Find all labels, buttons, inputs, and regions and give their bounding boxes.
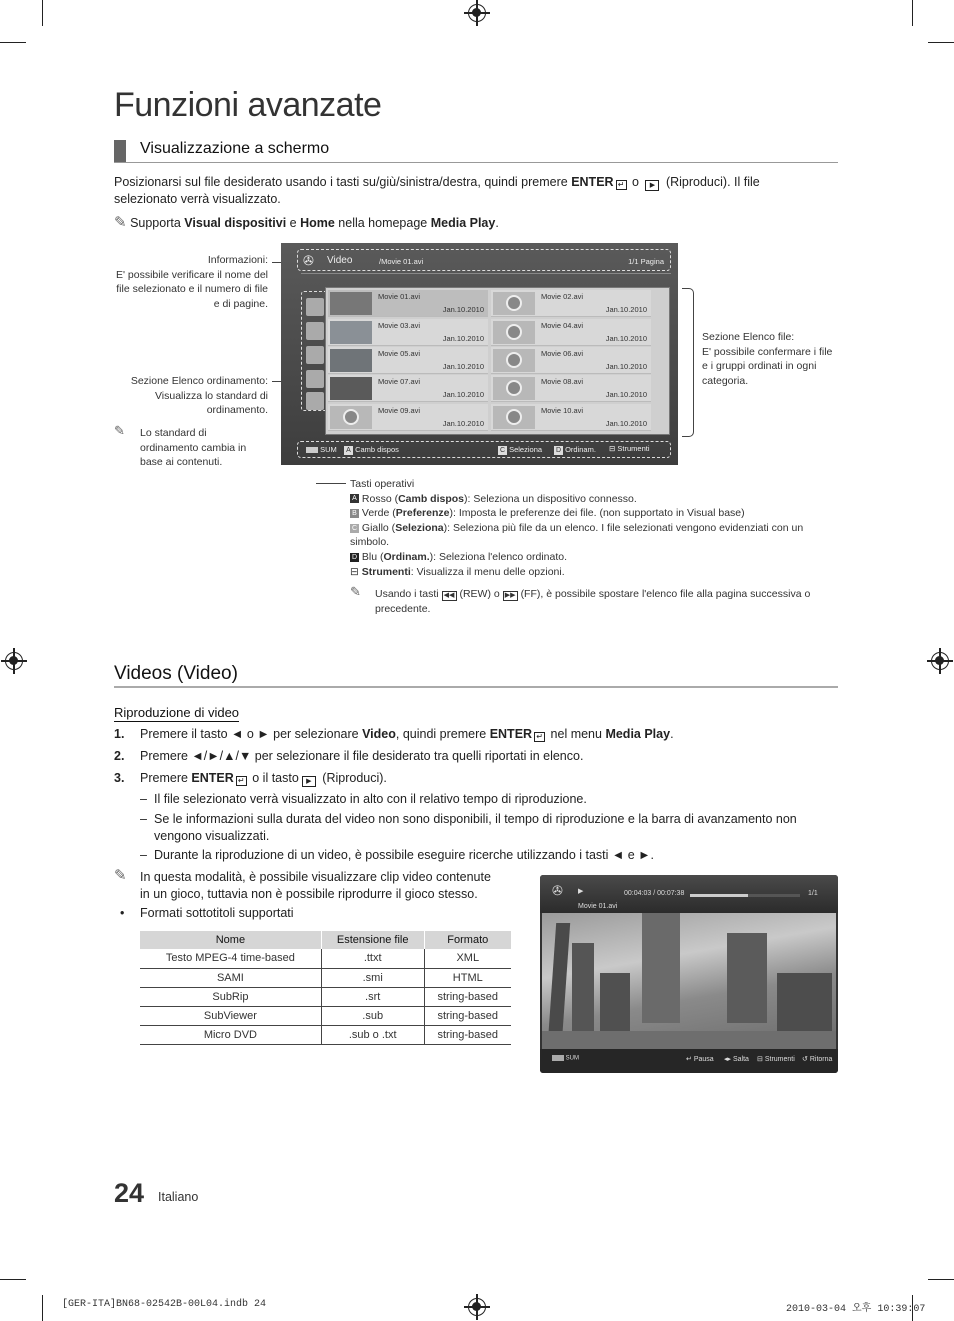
file-date: Jan.10.2010	[605, 390, 647, 399]
step-3	[114, 770, 844, 787]
dash-item	[140, 847, 840, 864]
file-item[interactable]	[491, 375, 651, 402]
table-cell: SAMI	[140, 968, 321, 987]
registration-mark-icon	[468, 4, 486, 22]
key-text: ): Imposta le preferenze dei file. (non supportato in Visual base)	[449, 507, 745, 520]
yellow-key[interactable]	[498, 445, 542, 455]
dash-marker: –	[140, 792, 147, 806]
file-date: Jan.10.2010	[605, 362, 647, 371]
note-pencil-icon: ✎	[114, 214, 127, 231]
key-a-icon: A	[350, 494, 359, 503]
video-player-screen	[540, 875, 838, 1073]
key-label: Ordinam.	[565, 445, 596, 454]
callout-sort-note	[114, 423, 274, 470]
file-path: /Movie 01.avi	[379, 257, 424, 266]
note-game	[114, 869, 524, 903]
key-label: Strumenti	[617, 444, 650, 453]
dash-marker: –	[140, 848, 147, 862]
callout-line: ordinamento cambia in	[140, 441, 247, 454]
key-text: Blu (	[359, 550, 384, 563]
intro-text: (Riproduci). Il file	[662, 175, 760, 189]
table-row	[140, 968, 511, 987]
subheading: Riproduzione di video	[114, 705, 240, 720]
dash-text: Se le informazioni sulla durata del video non sono disponibili, il tempo di riproduzione e la barra di avanzamento non	[154, 812, 797, 826]
key-row	[350, 521, 820, 536]
key-row	[350, 565, 820, 580]
page-language: Italiano	[158, 1190, 199, 1204]
file-item[interactable]	[328, 290, 488, 317]
table-cell: SubViewer	[140, 1006, 321, 1025]
section-marker	[114, 140, 126, 162]
player-info-bar	[540, 875, 838, 913]
callout-line: Visualizza lo standard di	[154, 389, 268, 402]
enter-icon: ↵	[686, 1056, 692, 1063]
file-date: Jan.10.2010	[442, 419, 484, 428]
key-text: : Visualizza il menu delle opzioni.	[410, 565, 565, 578]
step-text: o il tasto	[248, 771, 299, 785]
note-text: .	[495, 216, 499, 230]
file-name: Movie 07.avi	[378, 377, 421, 386]
device-label: SUM	[565, 1055, 580, 1062]
callout-line: e di pagine.	[213, 297, 268, 310]
red-key[interactable]	[344, 445, 399, 455]
registration-mark-icon	[468, 1298, 486, 1316]
file-date: Jan.10.2010	[442, 362, 484, 371]
key-text: Verde (	[359, 507, 396, 520]
step-number: 3.	[114, 771, 125, 785]
registration-mark-icon	[931, 652, 949, 670]
file-name: Movie 01.avi	[378, 292, 421, 301]
leader-line	[316, 483, 346, 484]
return-control[interactable]	[802, 1055, 832, 1063]
ff-icon: ▶▶	[503, 591, 518, 601]
file-name: Movie 06.avi	[541, 349, 584, 358]
note-text: in un gioco, tuttavia non è possibile riprodurre il gioco stesso.	[140, 887, 478, 901]
control-label: Strumenti	[764, 1056, 795, 1063]
key-d-icon: D	[555, 446, 562, 454]
key-bold: Strumenti	[361, 565, 411, 578]
table-cell: XML	[424, 949, 511, 968]
key-bold: Ordinam.	[383, 550, 430, 563]
key-label: Camb dispos	[355, 445, 399, 454]
progress-bar[interactable]	[690, 894, 800, 897]
file-item[interactable]	[491, 319, 651, 346]
table-cell: string-based	[424, 1025, 511, 1044]
key-text: simbolo.	[350, 536, 390, 549]
callout-line: categoria.	[702, 374, 749, 387]
subtitle-formats-table	[140, 931, 511, 1045]
table-header-row	[140, 931, 511, 949]
note-text: (FF), è possibile spostare l'elenco file alla pagina successiva o	[520, 588, 811, 600]
table-row	[140, 987, 511, 1006]
intro-text: selezionato verrà visualizzato.	[114, 192, 281, 206]
page-title: Funzioni avanzate	[114, 86, 382, 124]
preference-star-icon[interactable]	[306, 392, 324, 410]
film-reel-icon	[493, 292, 535, 315]
play-icon: ▶	[645, 180, 659, 191]
film-reel-icon	[493, 406, 535, 429]
file-name: Movie 09.avi	[378, 406, 421, 415]
control-label: Salta	[732, 1056, 749, 1063]
film-reel-icon: ✇	[552, 883, 563, 898]
step-text: Premere il tasto ◄ o ► per selezionare	[140, 727, 363, 741]
control-label: Ritorna	[809, 1056, 833, 1063]
film-reel-icon	[493, 321, 535, 344]
crop-mark	[42, 1295, 43, 1321]
control-label: Pausa	[693, 1056, 714, 1063]
file-date: Jan.10.2010	[442, 305, 484, 314]
month-icon[interactable]	[306, 370, 324, 388]
table-cell: .srt	[321, 987, 424, 1006]
media-play-screen	[281, 243, 678, 465]
video-frame-giraffes	[542, 913, 836, 1049]
print-slug-left: [GER-ITA]BN68-02542B-00L04.indb 24	[62, 1299, 267, 1310]
section-heading-videos: Videos (Video)	[114, 663, 238, 684]
divider	[301, 273, 671, 274]
table-cell: Testo MPEG-4 time-based	[140, 949, 321, 968]
left-right-icon: ◂▸	[724, 1056, 732, 1063]
step-text: .	[670, 727, 674, 741]
enter-key-label: ENTER	[571, 175, 614, 189]
step-bold: Media Play	[605, 727, 671, 741]
step-1	[114, 726, 844, 743]
tools-key[interactable]	[609, 444, 650, 453]
step-bold: ENTER	[489, 727, 533, 741]
dash-text: vengono visualizzati.	[154, 829, 270, 843]
file-item[interactable]	[491, 290, 651, 317]
key-row	[350, 550, 820, 565]
crop-mark	[928, 1279, 954, 1280]
tools-control[interactable]	[757, 1055, 795, 1063]
bullet-item	[120, 905, 520, 922]
file-item[interactable]	[491, 404, 651, 431]
key-text: Giallo (	[359, 521, 396, 534]
key-text: ): Seleziona più file da un elenco. I file selezionati vengono evidenziati con un	[443, 521, 804, 534]
note-bold: Visual dispositivi	[184, 216, 287, 230]
key-b-icon: B	[350, 509, 359, 518]
crop-mark	[928, 42, 954, 43]
file-date: Jan.10.2010	[605, 419, 647, 428]
step-text: (Riproduci).	[318, 771, 387, 785]
callout-line: Sezione Elenco ordinamento:	[130, 375, 268, 387]
key-bold: Camb dispos	[398, 492, 465, 505]
note-bold: Home	[300, 216, 335, 230]
key-d-icon: D	[351, 553, 358, 561]
note-text: (REW) o	[459, 588, 500, 600]
note-text: e	[286, 216, 301, 230]
note-pencil-icon: ✎	[114, 423, 125, 438]
film-reel-icon: ✇	[303, 253, 314, 268]
heading-underline	[114, 686, 838, 688]
file-name: Movie 02.avi	[541, 292, 584, 301]
tools-icon: ⊟	[350, 565, 359, 578]
registration-mark-icon	[5, 652, 23, 670]
intro-text: o	[628, 175, 643, 189]
page-number: 24	[114, 1178, 145, 1208]
table-row	[140, 1006, 511, 1025]
step-text: Premere ◄/►/▲/▼ per selezionare il file desiderato tra quelli riportati in elenco.	[140, 749, 584, 763]
page-indicator: 1/1 Pagina	[628, 257, 664, 266]
device-indicator	[552, 1055, 579, 1062]
operation-keys-description	[350, 477, 820, 579]
step-text: , quindi premere	[395, 727, 490, 741]
title-sort-icon[interactable]	[306, 322, 324, 340]
film-reel-icon	[493, 349, 535, 372]
dash-text: Il file selezionato verrà visualizzato in alto con il relativo tempo di riproduzione.	[154, 792, 587, 806]
bullet-text: Formati sottotitoli supportati	[140, 906, 294, 920]
file-date: Jan.10.2010	[442, 390, 484, 399]
key-bold: Seleziona	[395, 521, 444, 534]
info-bar	[297, 249, 671, 271]
callout-line: E' possibile verificare il nome del	[116, 268, 268, 281]
step-2	[114, 748, 844, 765]
step-number: 1.	[114, 727, 125, 741]
step-text: Premere	[140, 771, 192, 785]
dash-text: Durante la riproduzione di un video, è possibile eseguire ricerche utilizzando i tasti ◄ e ►.	[154, 848, 655, 862]
intro-paragraph	[114, 174, 844, 208]
bullet-marker: •	[120, 906, 125, 920]
table-row	[140, 1025, 511, 1044]
device-indicator	[306, 445, 337, 454]
key-c-icon: C	[351, 524, 358, 532]
tools-icon: ⊟	[609, 444, 616, 453]
callout-sort	[100, 374, 268, 418]
video-thumbnail	[330, 349, 372, 372]
progress-fill	[690, 894, 748, 897]
table-header: Formato	[424, 931, 511, 949]
category-label: Video	[327, 255, 353, 266]
note-line	[114, 214, 844, 232]
note-pencil-icon: ✎	[350, 584, 361, 599]
key-c-icon: C	[499, 446, 506, 454]
crop-mark	[42, 0, 43, 26]
callout-line: Informazioni:	[207, 254, 268, 266]
skip-control[interactable]	[724, 1055, 749, 1063]
operation-keys-bar	[297, 441, 671, 458]
crop-mark	[0, 42, 26, 43]
bracket-line	[682, 288, 694, 437]
video-thumbnail	[330, 321, 372, 344]
step-number: 2.	[114, 749, 125, 763]
calendar-icon[interactable]	[306, 346, 324, 364]
table-cell: .sub	[321, 1006, 424, 1025]
blue-key[interactable]	[554, 445, 596, 455]
callout-line: base ai contenuti.	[140, 456, 223, 469]
key-text: Rosso (	[359, 492, 399, 505]
table-cell: string-based	[424, 1006, 511, 1025]
file-name: Movie 10.avi	[541, 406, 584, 415]
table-cell: HTML	[424, 968, 511, 987]
crop-mark	[0, 1279, 26, 1280]
key-text: ): Seleziona un dispositivo connesso.	[464, 492, 637, 505]
crop-mark	[912, 0, 913, 26]
callout-line: file selezionato e il numero di file	[116, 283, 268, 296]
file-item[interactable]	[328, 404, 488, 431]
key-label: Seleziona	[509, 445, 543, 454]
file-name: Movie 08.avi	[541, 377, 584, 386]
file-name: Movie 05.avi	[378, 349, 421, 358]
step-bold: Video	[362, 727, 396, 741]
play-icon: ▶	[302, 776, 316, 787]
key-row	[350, 492, 820, 507]
key-row	[350, 506, 820, 521]
enter-icon: ↵	[236, 776, 247, 786]
file-name: Movie 04.avi	[541, 321, 584, 330]
enter-icon: ↵	[616, 180, 627, 190]
file-date: Jan.10.2010	[442, 334, 484, 343]
note-text: precedente.	[375, 602, 431, 615]
note-text: Supporta	[130, 216, 185, 230]
player-controls-bar	[540, 1049, 838, 1073]
table-cell: SubRip	[140, 987, 321, 1006]
note-text: nella homepage	[334, 216, 431, 230]
key-a-icon: A	[344, 446, 353, 455]
step-bold: ENTER	[191, 771, 234, 785]
key-bold: Preferenze	[395, 507, 450, 520]
device-label: SUM	[320, 445, 337, 454]
callout-info	[100, 253, 268, 311]
table-header: Estensione file	[321, 931, 424, 949]
callout-line: Lo standard di	[140, 427, 207, 439]
film-reel-icon	[330, 406, 372, 429]
play-time: 00:04:03 / 00:07:38	[624, 890, 685, 897]
keys-note	[350, 584, 820, 616]
key-text: ): Seleziona l'elenco ordinato.	[429, 550, 568, 563]
dash-item	[140, 811, 840, 845]
file-count: 1/1	[808, 890, 818, 897]
callout-line: E' possibile confermare i file	[702, 345, 833, 358]
dash-item	[140, 791, 840, 808]
pause-control[interactable]	[686, 1055, 714, 1063]
file-item[interactable]	[491, 347, 651, 374]
folder-icon[interactable]	[306, 298, 324, 316]
table-cell: .smi	[321, 968, 424, 987]
file-list	[325, 287, 670, 435]
file-date: Jan.10.2010	[605, 334, 647, 343]
file-name: Movie 03.avi	[378, 321, 421, 330]
note-text: Usando i tasti	[375, 588, 439, 600]
table-row	[140, 949, 511, 968]
print-slug-right: 2010-03-04 오후 10:39:07	[786, 1304, 926, 1315]
return-icon: ↺	[802, 1056, 808, 1063]
table-cell: Micro DVD	[140, 1025, 321, 1044]
callout-line: Sezione Elenco file:	[702, 331, 795, 343]
section-heading-text: Visualizzazione a schermo	[140, 140, 330, 157]
callout-line: e i gruppi ordinati in ogni	[702, 360, 817, 373]
file-item[interactable]	[328, 347, 488, 374]
section-heading	[114, 140, 838, 163]
film-reel-icon	[493, 377, 535, 400]
play-status-icon: ▶	[578, 888, 584, 895]
rew-icon: ◀◀	[442, 591, 457, 601]
keys-title: Tasti operativi	[350, 478, 415, 490]
note-pencil-icon: ✎	[114, 867, 127, 884]
table-cell: .sub o .txt	[321, 1025, 424, 1044]
note-text: In questa modalità, è possibile visualizzare clip video contenute	[140, 870, 491, 884]
file-name: Movie 01.avi	[578, 903, 618, 910]
dash-marker: –	[140, 812, 147, 826]
table-cell: .ttxt	[321, 949, 424, 968]
file-item[interactable]	[328, 319, 488, 346]
intro-text: Posizionarsi sul file desiderato usando i tasti su/giù/sinistra/destra, quindi premere	[114, 175, 572, 189]
table-header: Nome	[140, 931, 321, 949]
note-bold: Media Play	[430, 216, 496, 230]
callout-line: ordinamento.	[206, 404, 268, 417]
file-item[interactable]	[328, 375, 488, 402]
video-thumbnail	[330, 292, 372, 315]
video-thumbnail	[330, 377, 372, 400]
callout-file-list	[702, 330, 842, 388]
enter-icon: ↵	[534, 732, 545, 742]
table-cell: string-based	[424, 987, 511, 1006]
step-text: nel menu	[547, 727, 606, 741]
file-date: Jan.10.2010	[605, 305, 647, 314]
tools-icon: ⊟	[757, 1056, 763, 1063]
